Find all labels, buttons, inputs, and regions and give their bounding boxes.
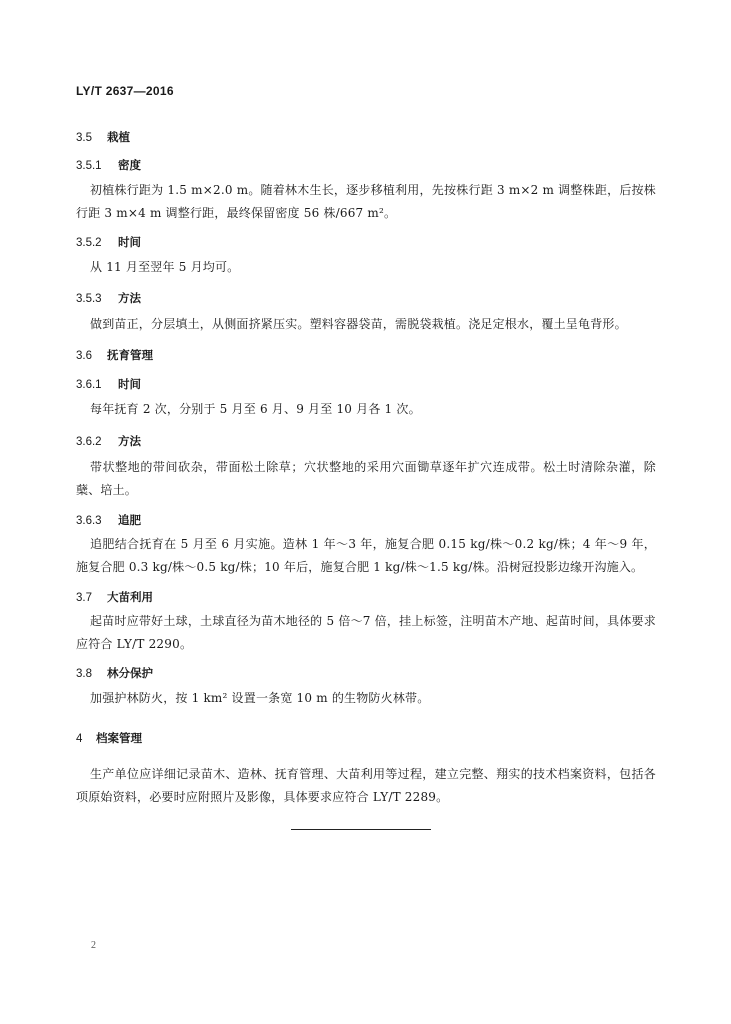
heading-title: 林分保护 <box>107 666 153 680</box>
heading-title: 档案管理 <box>96 731 142 745</box>
heading-number: 3.6.2 <box>76 436 102 448</box>
paragraph-density: 初植株行距为 1.5 m×2.0 m。随着林木生长，逐步移植利用，先按株行距 3 m×2 m 调整株距，后按株行距 3 m×4 m 调整行距，最终保留密度 56 株/667 m²。 <box>76 183 656 220</box>
heading-number: 3.5.3 <box>76 293 102 305</box>
heading-title: 栽植 <box>107 130 130 144</box>
heading-title: 方法 <box>118 434 141 448</box>
heading-title: 抚育管理 <box>107 348 153 362</box>
heading-title: 大苗利用 <box>107 590 153 604</box>
paragraph-planting-method: 做到苗正，分层填土，从侧面挤紧压实。塑料容器袋苗，需脱袋栽植。浇足定根水，覆土呈龟背形。 <box>90 317 627 331</box>
heading-3-5-3 <box>76 290 141 306</box>
heading-number: 3.6 <box>76 350 92 362</box>
heading-3-8 <box>76 665 153 681</box>
paragraph-fertilizer: 追肥结合抚育在 5 月至 6 月实施。造林 1 年～3 年，施复合肥 0.15 kg/株～0.2 kg/株；4 年～9 年，施复合肥 0.3 kg/株～0.5 kg/株；10 年后，施复合肥 1 kg/株～1.5 kg/株。沿树冠投影边缘开沟施入。 <box>76 537 656 574</box>
heading-number: 3.7 <box>76 592 92 604</box>
heading-number: 3.8 <box>76 668 92 680</box>
paragraph-tending-method: 带状整地的带间砍杂，带面松土除草；穴状整地的采用穴面锄草逐年扩穴连成带。松土时清除杂灌，除蘖、培土。 <box>76 460 656 497</box>
standard-code: LY/T 2637—2016 <box>76 84 174 98</box>
heading-3-5 <box>76 129 130 145</box>
heading-3-6-1 <box>76 376 141 392</box>
heading-number: 4 <box>76 733 83 745</box>
heading-number: 3.6.1 <box>76 379 102 391</box>
end-rule <box>291 829 431 830</box>
heading-number: 3.5 <box>76 132 92 144</box>
paragraph-records: 生产单位应详细记录苗木、造林、抚育管理、大苗利用等过程，建立完整、翔实的技术档案资料，包括各项原始资料，必要时应附照片及影像，具体要求应符合 LY/T 2289。 <box>76 767 656 804</box>
paragraph-forest-protection: 加强护林防火，按 1 km² 设置一条宽 10 m 的生物防火林带。 <box>90 691 430 705</box>
heading-number: 3.5.1 <box>76 160 102 172</box>
heading-title: 密度 <box>118 158 141 172</box>
heading-3-7 <box>76 589 153 605</box>
heading-number: 3.5.2 <box>76 237 102 249</box>
page-number: 2 <box>91 940 96 951</box>
heading-3-6 <box>76 347 153 363</box>
heading-3-6-3 <box>76 512 141 528</box>
heading-3-6-2 <box>76 433 141 449</box>
heading-title: 追肥 <box>118 513 141 527</box>
paragraph-planting-time: 从 11 月至翌年 5 月均可。 <box>90 260 240 274</box>
heading-3-5-2 <box>76 234 141 250</box>
heading-4 <box>76 730 142 746</box>
paragraph-large-seedlings: 起苗时应带好土球，土球直径为苗木地径的 5 倍～7 倍，挂上标签，注明苗木产地、起苗时间，具体要求应符合 LY/T 2290。 <box>76 614 656 651</box>
heading-title: 时间 <box>118 235 141 249</box>
heading-title: 方法 <box>118 291 141 305</box>
heading-title: 时间 <box>118 377 141 391</box>
heading-number: 3.6.3 <box>76 515 102 527</box>
heading-3-5-1 <box>76 157 141 173</box>
paragraph-tending-time: 每年抚育 2 次，分别于 5 月至 6 月、9 月至 10 月各 1 次。 <box>90 402 421 416</box>
